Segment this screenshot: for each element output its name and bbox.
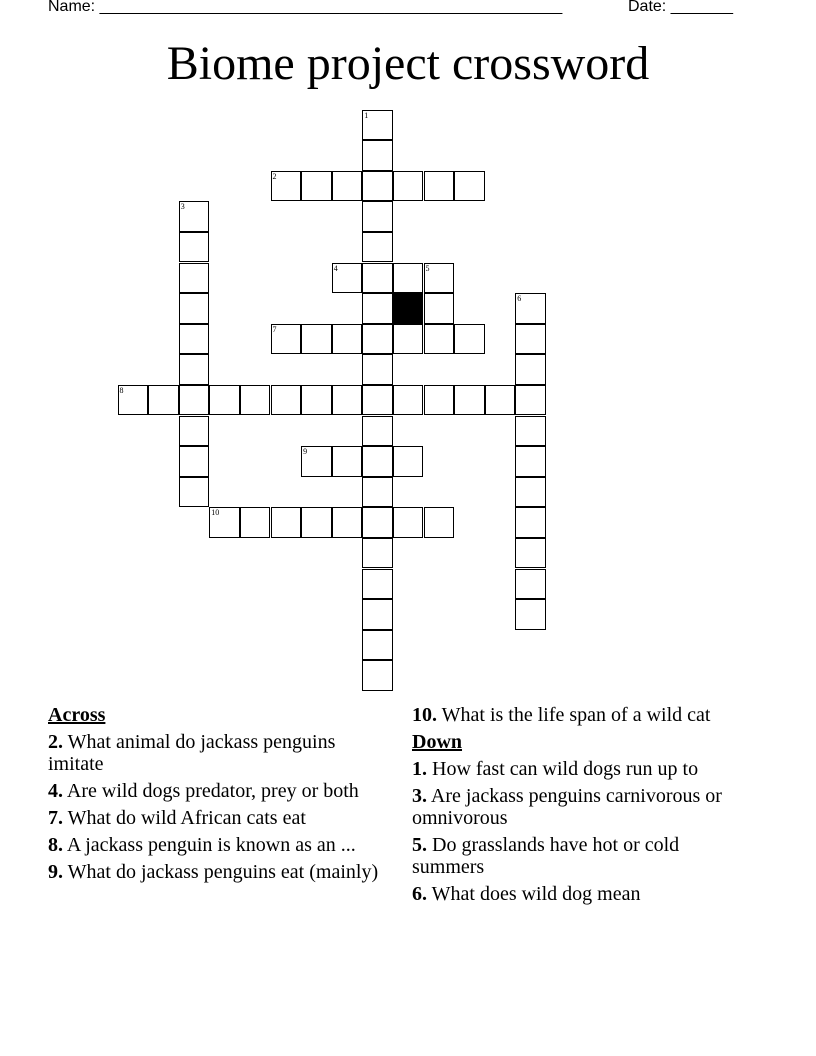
grid-cell[interactable] <box>179 232 210 263</box>
grid-cell[interactable] <box>362 232 393 263</box>
clue-number: 8. <box>48 834 63 856</box>
grid-cell[interactable] <box>209 507 240 538</box>
clue-across-9 <box>48 861 388 883</box>
grid-cell[interactable] <box>515 477 546 508</box>
clue-text: How fast can wild dogs run up to <box>432 758 699 780</box>
clue-number: 6. <box>412 883 427 905</box>
grid-cell[interactable] <box>454 385 485 416</box>
grid-cell[interactable] <box>179 324 210 355</box>
grid-cell[interactable] <box>362 630 393 661</box>
grid-cell[interactable] <box>179 263 210 294</box>
grid-cell[interactable] <box>148 385 179 416</box>
grid-cell[interactable] <box>209 385 240 416</box>
grid-cell[interactable] <box>393 507 424 538</box>
grid-cell[interactable] <box>362 416 393 447</box>
clue-across-10 <box>412 704 752 726</box>
cell-number: 6 <box>517 294 522 304</box>
grid-cell[interactable] <box>362 507 393 538</box>
grid-cell[interactable] <box>362 171 393 202</box>
grid-cell[interactable] <box>515 599 546 630</box>
grid-cell[interactable] <box>515 446 546 477</box>
grid-cell[interactable] <box>393 324 424 355</box>
name-field: Name: ____________________________________________________ <box>48 0 563 15</box>
grid-cell[interactable] <box>362 599 393 630</box>
grid-cell[interactable] <box>301 324 332 355</box>
grid-cell[interactable] <box>179 201 210 232</box>
grid-cell[interactable] <box>362 354 393 385</box>
clue-down-6 <box>412 883 752 905</box>
cell-number: 1 <box>364 110 369 120</box>
clue-down-5 <box>412 834 752 878</box>
clue-text: What animal do jackass penguins imitate <box>48 731 336 775</box>
grid-cell[interactable] <box>362 140 393 171</box>
grid-cell[interactable] <box>515 538 546 569</box>
grid-cell[interactable] <box>424 507 455 538</box>
grid-cell[interactable] <box>271 324 302 355</box>
grid-cell[interactable] <box>362 201 393 232</box>
cell-number: 9 <box>303 447 308 457</box>
clue-text: Are jackass penguins carnivorous or omnivorous <box>412 785 722 829</box>
grid-cell[interactable] <box>393 446 424 477</box>
date-field: Date: _______ <box>628 0 733 15</box>
grid-cell[interactable] <box>362 446 393 477</box>
clue-number: 10. <box>412 704 437 726</box>
grid-cell[interactable] <box>393 171 424 202</box>
grid-cell[interactable] <box>271 507 302 538</box>
cell-number: 3 <box>180 202 185 212</box>
clue-text: A jackass penguin is known as an ... <box>66 834 356 856</box>
grid-cell[interactable] <box>332 263 363 294</box>
grid-cell[interactable] <box>179 354 210 385</box>
cell-number: 4 <box>333 263 338 273</box>
clues-column-left <box>48 704 388 888</box>
grid-cell[interactable] <box>362 385 393 416</box>
clue-number: 4. <box>48 780 63 802</box>
clue-text: What do jackass penguins eat (mainly) <box>67 861 379 883</box>
grid-cell[interactable] <box>515 354 546 385</box>
grid-cell[interactable] <box>118 385 149 416</box>
clue-number: 2. <box>48 731 63 753</box>
grid-cell[interactable] <box>515 385 546 416</box>
clue-text: Do grasslands have hot or cold summers <box>412 834 680 878</box>
grid-cell[interactable] <box>362 477 393 508</box>
grid-cell[interactable] <box>362 569 393 600</box>
cell-number: 7 <box>272 324 277 334</box>
clue-across-7 <box>48 807 388 829</box>
clue-text: Are wild dogs predator, prey or both <box>66 780 359 802</box>
cell-number: 2 <box>272 171 277 181</box>
grid-cell[interactable] <box>362 263 393 294</box>
grid-cell[interactable] <box>332 324 363 355</box>
clue-number: 7. <box>48 807 63 829</box>
grid-cell[interactable] <box>515 569 546 600</box>
grid-cell[interactable] <box>179 477 210 508</box>
grid-cell[interactable] <box>362 293 393 324</box>
grid-cell[interactable] <box>301 446 332 477</box>
grid-cell[interactable] <box>393 263 424 294</box>
grid-cell[interactable] <box>515 293 546 324</box>
grid-cell[interactable] <box>301 385 332 416</box>
clue-number: 1. <box>412 758 427 780</box>
grid-cell[interactable] <box>271 171 302 202</box>
grid-cell[interactable] <box>179 385 210 416</box>
grid-cell[interactable] <box>332 385 363 416</box>
clue-across-4 <box>48 780 388 802</box>
cell-number: 8 <box>119 385 124 395</box>
grid-cell[interactable] <box>424 385 455 416</box>
grid-cell[interactable] <box>332 507 363 538</box>
grid-cell[interactable] <box>332 171 363 202</box>
clue-across-2 <box>48 731 388 775</box>
clue-text: What does wild dog mean <box>431 883 641 905</box>
black-cell <box>393 293 424 324</box>
grid-cell[interactable] <box>301 507 332 538</box>
grid-cell[interactable] <box>424 263 455 294</box>
grid-cell[interactable] <box>515 324 546 355</box>
down-heading: Down <box>412 731 463 753</box>
grid-cell[interactable] <box>454 171 485 202</box>
cell-number: 10 <box>211 508 220 518</box>
clue-number: 3. <box>412 785 427 807</box>
grid-cell[interactable] <box>424 324 455 355</box>
grid-cell[interactable] <box>424 171 455 202</box>
clue-number: 5. <box>412 834 427 856</box>
grid-cell[interactable] <box>454 324 485 355</box>
grid-cell[interactable] <box>179 446 210 477</box>
clue-text: What do wild African cats eat <box>67 807 306 829</box>
grid-cell[interactable] <box>179 416 210 447</box>
clues-column-right <box>412 704 752 910</box>
page-title: Biome project crossword <box>166 37 650 90</box>
grid-cell[interactable] <box>362 660 393 691</box>
grid-cell[interactable] <box>485 385 516 416</box>
grid-cell[interactable] <box>362 324 393 355</box>
clue-down-3 <box>412 785 752 829</box>
grid-cell[interactable] <box>515 507 546 538</box>
grid-cell[interactable] <box>179 293 210 324</box>
across-heading: Across <box>48 704 106 726</box>
grid-cell[interactable] <box>332 446 363 477</box>
grid-cell[interactable] <box>240 385 271 416</box>
grid-cell[interactable] <box>271 385 302 416</box>
grid-cell[interactable] <box>362 110 393 141</box>
grid-cell[interactable] <box>424 293 455 324</box>
clue-across-8 <box>48 834 388 856</box>
clue-text: What is the life span of a wild cat <box>441 704 711 726</box>
grid-cell[interactable] <box>393 385 424 416</box>
grid-cell[interactable] <box>515 416 546 447</box>
clue-number: 9. <box>48 861 63 883</box>
grid-cell[interactable] <box>301 171 332 202</box>
cell-number: 5 <box>425 263 430 273</box>
clue-down-1 <box>412 758 752 780</box>
grid-cell[interactable] <box>362 538 393 569</box>
grid-cell[interactable] <box>240 507 271 538</box>
